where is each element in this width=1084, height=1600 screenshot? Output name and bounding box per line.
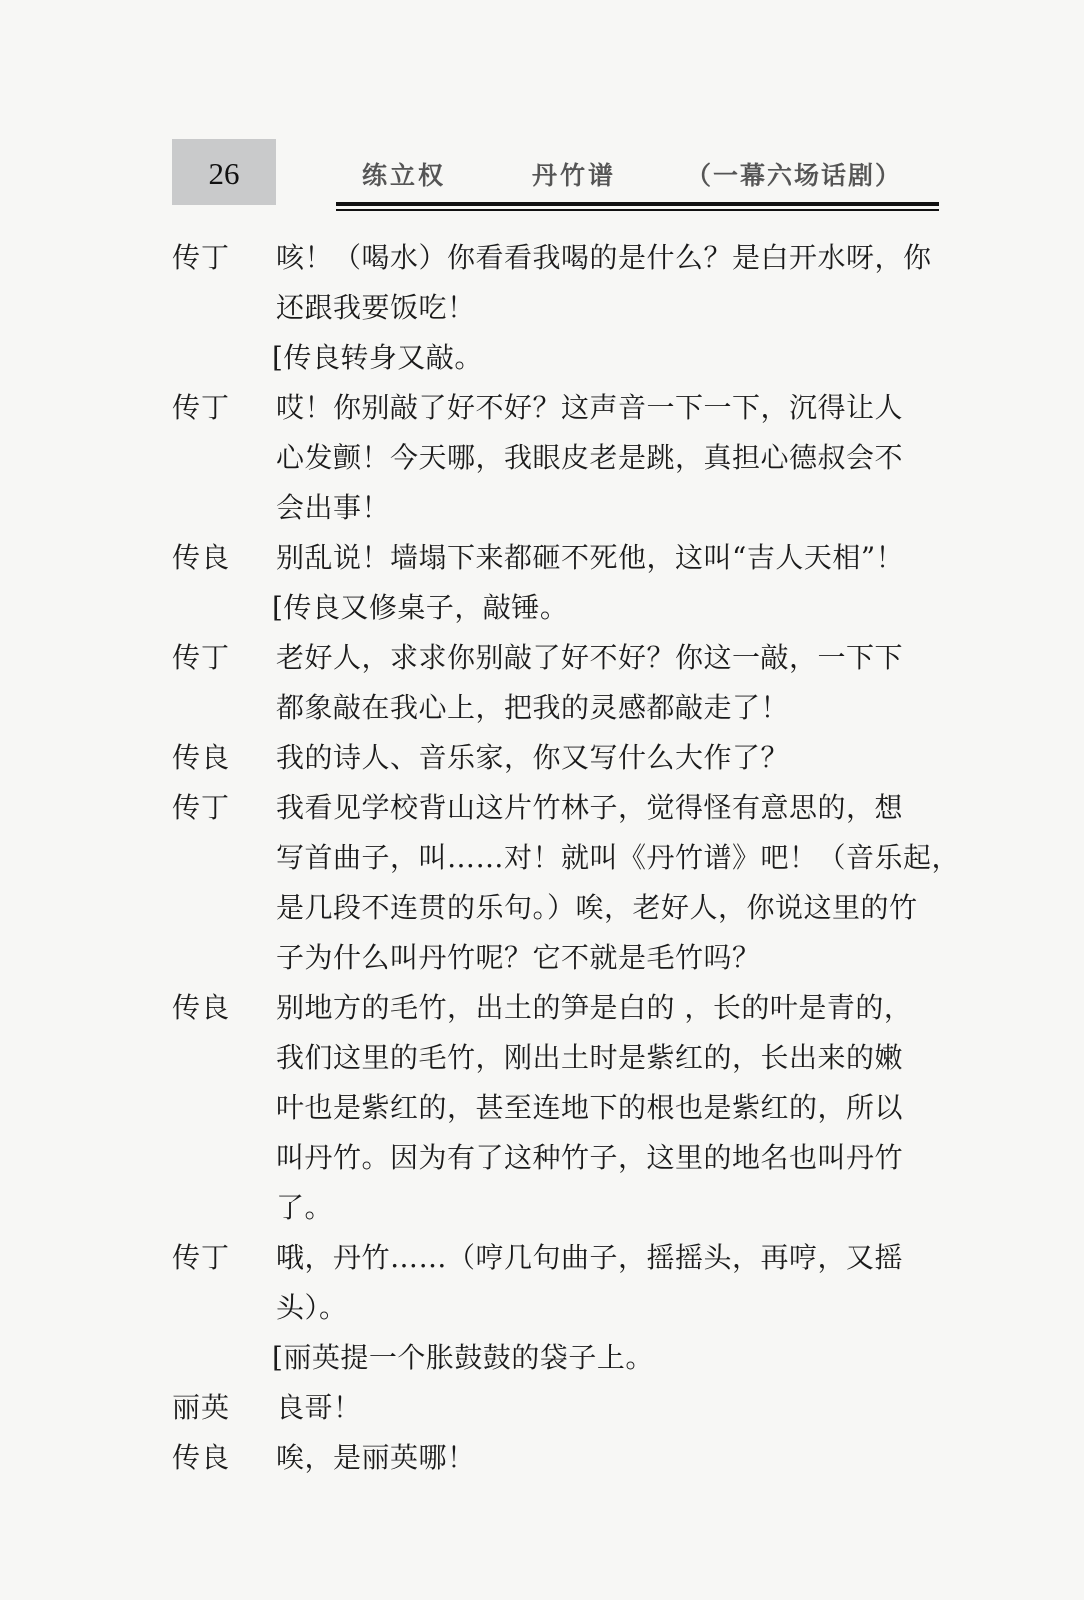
speech-text [276, 1233, 952, 1333]
speaker-name: 传良 [172, 541, 231, 574]
text-line: 我的诗人、音乐家，你又写什么大作了？ [276, 741, 790, 774]
text-line: 叶也是紫红的，甚至连地下的根也是紫红的，所以 [276, 1091, 904, 1124]
speech-text [276, 533, 952, 583]
speaker-name: 传良 [172, 1441, 231, 1474]
speech-text [276, 633, 952, 733]
speaker-name: 丽英 [172, 1391, 231, 1424]
text-line: 会出事！ [276, 491, 391, 524]
text-line: 都象敲在我心上，把我的灵感都敲走了！ [276, 691, 790, 724]
dialogue-entry [172, 733, 952, 783]
header-rule-thin [336, 209, 939, 211]
dialogue-entry [172, 983, 952, 1233]
speech-text [272, 333, 952, 383]
speaker-name: 传丁 [172, 391, 231, 424]
speaker-name: 传丁 [172, 791, 231, 824]
text-line: 哦，丹竹……（哼几句曲子，摇摇头，再哼，又摇 [276, 1241, 904, 1274]
speech-text [276, 1433, 952, 1483]
stage-direction [172, 583, 952, 633]
speech-text [272, 1333, 952, 1383]
speech-text [276, 783, 960, 983]
text-line: 头）。 [276, 1291, 348, 1324]
text-line: 哎！你别敲了好不好？这声音一下一下，沉得让人 [276, 391, 904, 424]
text-line: [传良又修桌子，敲锤。 [272, 591, 569, 624]
speech-text [276, 1383, 952, 1433]
stage-direction [172, 333, 952, 383]
text-line: [丽英提一个胀鼓鼓的袋子上。 [272, 1341, 654, 1374]
speaker-name: 传丁 [172, 241, 231, 274]
dialogue-entry [172, 1233, 952, 1333]
script-body [172, 233, 961, 1483]
speech-text [272, 583, 952, 633]
running-head-genre: （一幕六场话剧） [686, 161, 903, 190]
dialogue-entry [172, 233, 952, 333]
dialogue-entry [172, 383, 952, 533]
dialogue-entry [172, 783, 961, 983]
speech-text [276, 733, 952, 783]
speaker-name: 传丁 [172, 1241, 231, 1274]
text-line: 还跟我要饭吃！ [276, 291, 476, 324]
running-head-title: 丹竹谱 [532, 161, 617, 190]
speaker-name: 传良 [172, 741, 231, 774]
dialogue-entry [172, 633, 952, 733]
text-line: 写首曲子，叫……对！就叫《丹竹谱》吧！（音乐起， [276, 841, 961, 874]
text-line: 了。 [276, 1191, 334, 1224]
dialogue-entry [172, 1433, 952, 1483]
speech-text [276, 383, 952, 533]
text-line: 子为什么叫丹竹呢？它不就是毛竹吗？ [276, 941, 761, 974]
speech-text [276, 233, 952, 333]
text-line: 咳！（喝水）你看看我喝的是什么？是白开水呀，你 [276, 241, 932, 274]
text-line: [传良转身又敲。 [272, 341, 483, 374]
running-head-author: 练立权 [362, 161, 447, 190]
speech-text [276, 983, 952, 1233]
text-line: 是几段不连贯的乐句。）唉，老好人，你说这里的竹 [276, 891, 918, 924]
text-line: 心发颤！今天哪，我眼皮老是跳，真担心德叔会不 [276, 441, 904, 474]
text-line: 老好人，求求你别敲了好不好？你这一敲，一下下 [276, 641, 904, 674]
stage-direction [172, 1333, 952, 1383]
header-rule-thick [336, 202, 939, 206]
text-line: 我们这里的毛竹，刚出土时是紫红的，长出来的嫩 [276, 1041, 904, 1074]
text-line: 叫丹竹。因为有了这种竹子，这里的地名也叫丹竹 [276, 1141, 904, 1174]
text-line: 别地方的毛竹，出土的笋是白的 ，长的叶是青的， [276, 991, 913, 1024]
text-line: 我看见学校背山这片竹林子，觉得怪有意思的，想 [276, 791, 904, 824]
page-number: 26 [208, 156, 240, 191]
running-head [338, 150, 938, 194]
text-line: 良哥！ [276, 1391, 362, 1424]
dialogue-entry [172, 1383, 952, 1433]
speaker-name: 传良 [172, 991, 231, 1024]
dialogue-entry [172, 533, 952, 583]
speaker-name: 传丁 [172, 641, 231, 674]
text-line: 别乱说！墙塌下来都砸不死他，这叫“吉人天相”！ [276, 541, 905, 574]
page-number-box [172, 139, 276, 205]
text-line: 唉，是丽英哪！ [276, 1441, 476, 1474]
